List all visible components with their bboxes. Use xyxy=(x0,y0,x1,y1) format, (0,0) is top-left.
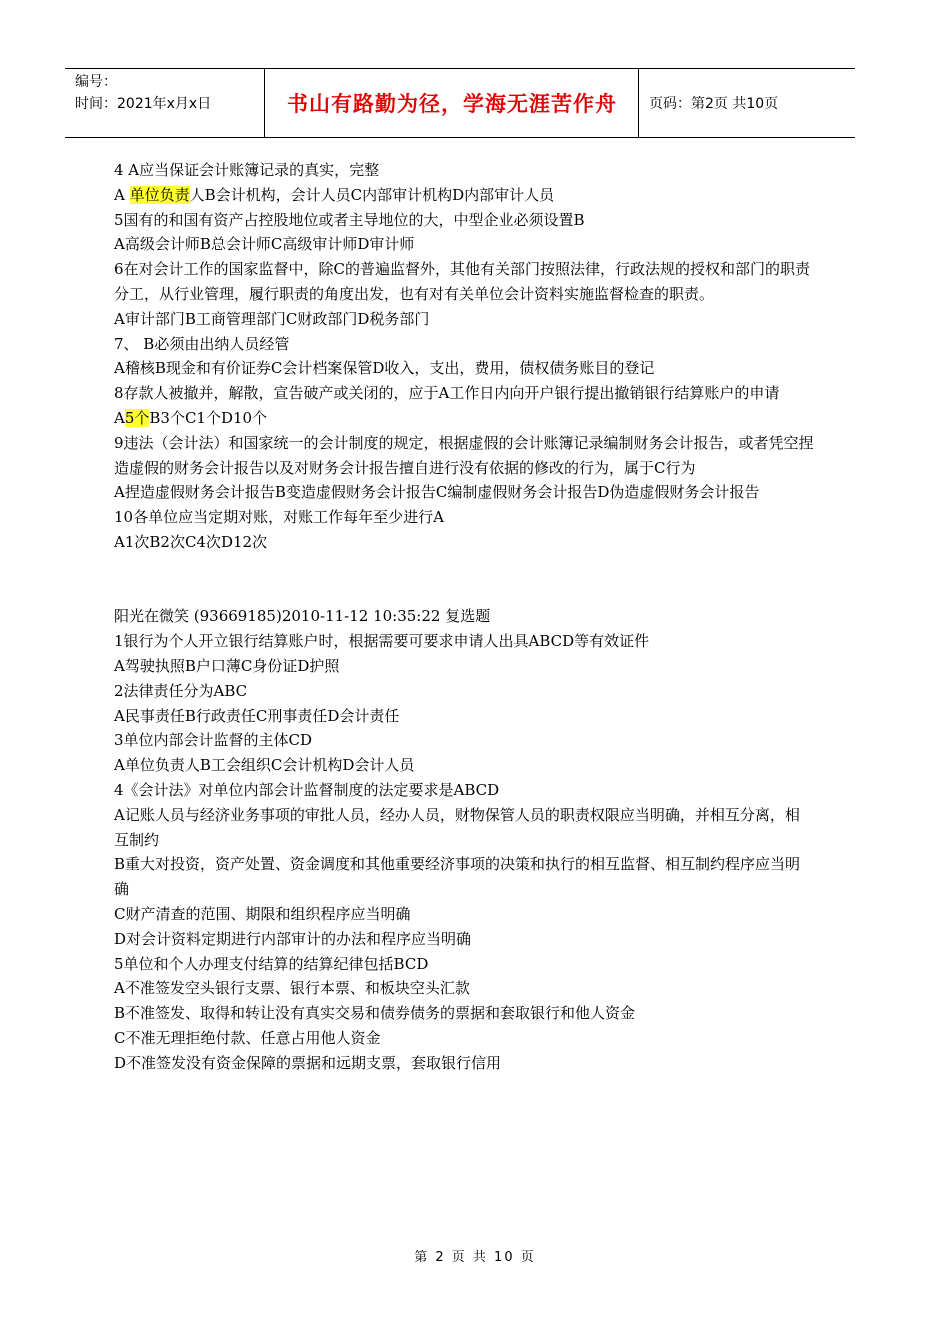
mc-question-4-option-d: D对会计资料定期进行内部审计的办法和程序应当明确 xyxy=(114,929,472,948)
question-5: 5国有的和国有资产占控股地位或者主导地位的大，中型企业必须设置B xyxy=(114,210,585,229)
mc-question-3: 3单位内部会计监督的主体CD xyxy=(114,731,313,750)
highlighted-text: 5个 xyxy=(124,408,150,427)
multi-choice-heading: 阳光在微笑 (93669185)2010-11-12 10:35:22 复选题 xyxy=(114,607,491,626)
question-9-options: A捏造虚假财务会计报告B变造虚假财务会计报告C编制虚假财务会计报告D伪造虚假财务会计报告 xyxy=(114,483,760,502)
document-header xyxy=(65,68,855,138)
question-9: 9违法（会计法）和国家统一的会计制度的规定，根据虚假的会计账簿记录编制财务会计报告，或者凭空捏造虚假的财务会计报告以及对财务会计报告擅自进行没有依据的修改的行为，属于C行为 xyxy=(114,433,814,477)
mc-question-4-option-b: B重大对投资，资产处置、资金调度和其他重要经济事项的决策和执行的相互监督、相互制约程序应当明确 xyxy=(114,855,801,899)
question-7: 7、 B必须由出纳人员经管 xyxy=(114,334,290,353)
question-8: 8存款人被撤并，解散，宣告破产或关闭的，应于A工作日内向开户银行提出撤销银行结算账户的申请 xyxy=(114,384,780,403)
highlighted-text: 单位负责 xyxy=(129,185,190,204)
mc-question-1-options: A驾驶执照B户口薄C身份证D护照 xyxy=(114,656,340,675)
mc-question-2-options: A民事责任B行政责任C刑事责任D会计责任 xyxy=(114,706,400,725)
question-4: 4 A应当保证会计账簿记录的真实，完整 xyxy=(114,161,380,179)
question-6-options: A审计部门B工商管理部门C财政部门D税务部门 xyxy=(114,309,430,328)
document-body xyxy=(114,158,814,1075)
mc-question-4-option-c: C财产清查的范围、期限和组织程序应当明确 xyxy=(114,904,411,923)
header-meta xyxy=(65,69,265,137)
mc-question-5-option-a: A不准签发空头银行支票、银行本票、和板块空头汇款 xyxy=(114,979,470,998)
question-4-options: A 单位负责人B会计机构，会计人员C内部审计机构D内部审计人员 xyxy=(114,185,555,204)
mc-question-4: 4《会计法》对单位内部会计监督制度的法定要求是ABCD xyxy=(114,780,500,799)
question-6: 6在对会计工作的国家监督中，除C的普遍监督外，其他有关部门按照法律，行政法规的授权和部门的职责分工，从行业管理，履行职责的角度出发，也有对有关单位会计资料实施监督检查的职责。 xyxy=(114,260,811,303)
header-page-cell xyxy=(639,69,855,137)
page-footer: 第 2 页 共 10 页 xyxy=(414,1250,536,1265)
mc-question-3-options: A单位负责人B工会组织C会计机构D会计人员 xyxy=(114,756,415,775)
mc-question-5-option-d: D不准签发没有资金保障的票据和远期支票，套取银行信用 xyxy=(114,1053,502,1072)
header-page-label: 页码：第2页 共10页 xyxy=(649,96,779,112)
question-10: 10各单位应当定期对账，对账工作每年至少进行A xyxy=(114,508,444,527)
mc-question-5-option-b: B不准签发、取得和转让没有真实交易和债券债务的票据和套取银行和他人资金 xyxy=(114,1004,636,1023)
header-motto: 书山有路勤为径，学海无涯苦作舟 xyxy=(287,92,617,116)
mc-question-2: 2法律责任分为ABC xyxy=(114,681,248,700)
mc-question-1: 1银行为个人开立银行结算账户时，根据需要可要求申请人出具ABCD等有效证件 xyxy=(114,632,650,651)
question-5-options: A高级会计师B总会计师C高级审计师D审计师 xyxy=(114,235,415,254)
number-label: 编号： xyxy=(75,74,117,90)
mc-question-4-option-a: A记账人员与经济业务事项的审批人员，经办人员，财物保管人员的职责权限应当明确，并相互分离，相互制约 xyxy=(114,805,800,849)
mc-question-5-option-c: C不准无理拒绝付款、任意占用他人资金 xyxy=(114,1028,381,1047)
header-motto-cell xyxy=(266,69,639,137)
question-7-options: A稽核B现金和有价证券C会计档案保管D收入，支出，费用，债权债务账目的登记 xyxy=(114,359,655,378)
mc-question-5: 5单位和个人办理支付结算的结算纪律包括BCD xyxy=(114,954,429,973)
time-label: 时间：2021年x月x日 xyxy=(75,96,212,112)
question-8-options: A5个B3个C1个D10个 xyxy=(114,408,268,427)
question-10-options: A1次B2次C4次D12次 xyxy=(114,532,268,551)
